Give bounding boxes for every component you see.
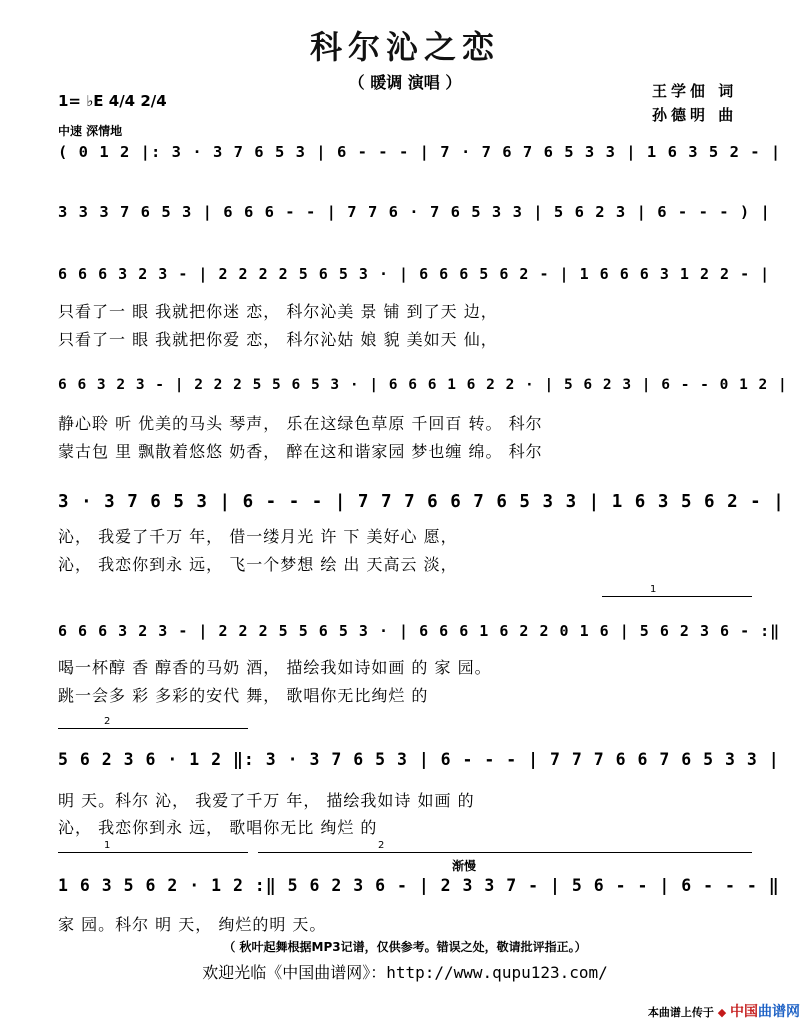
website-link[interactable]: 欢迎光临《中国曲谱网》：http://www.qupu123.com/ xyxy=(202,963,608,982)
composer-credit: 孙德明 曲 xyxy=(652,106,738,124)
page-title: 科尔沁之恋 xyxy=(309,28,500,66)
volta-bracket-1 xyxy=(602,584,752,597)
lyric-line-8a: 家 园。科尔 明 天， 绚烂的明 天。 xyxy=(58,915,327,934)
lyric-line-6a: 喝一杯醇 香 醇香的马奶 酒， 描绘我如诗如画 的 家 园。 xyxy=(58,658,492,677)
music-line-3: 6 6 6 3 2 3 - | 2 2 2 2 5 6 5 3 · | 6 6 6 5 6 2 - | 1 6 6 6 3 1 2 2 - | xyxy=(58,265,771,283)
music-line-8: 1 6 3 5 6 2 · 1 2 :‖ 5 6 2 3 6 - | 2 3 3 7 - | 5 6 - - | 6 - - - ‖ xyxy=(58,876,780,895)
music-line-6: 6 6 6 3 2 3 - | 2 2 2 5 5 6 5 3 · | 6 6 6 1 6 2 2 0 1 6 | 5 6 2 3 6 - :‖ xyxy=(58,622,781,640)
lyric-line-4a: 静心聆 听 优美的马头 琴声， 乐在这绿色草原 千回百 转。 科尔 xyxy=(58,414,543,433)
lyric-line-3b: 只看了一 眼 我就把你爱 恋， 科尔沁姑 娘 貌 美如天 仙， xyxy=(58,330,498,349)
lyric-line-7b: 沁， 我恋你到永 远， 歌唱你无比 绚烂 的 xyxy=(58,818,378,837)
volta-label-1: 1 xyxy=(650,584,657,595)
tempo-marking: 中速 深情地 xyxy=(58,124,123,138)
lyric-line-6b: 跳一会多 彩 多彩的安代 舞， 歌唱你无比绚烂 的 xyxy=(58,686,429,705)
volta-label-2: 2 xyxy=(104,716,111,727)
music-line-4: 6 6 3 2 3 - | 2 2 2 5 5 6 5 3 · | 6 6 6 1 6 2 2 · | 5 6 2 3 | 6 - - 0 1 2 | xyxy=(58,377,788,393)
footer-watermark xyxy=(648,1001,800,1021)
footer-brand-b: 曲谱网 xyxy=(758,1004,800,1020)
slowing-marking: 渐慢 xyxy=(452,859,477,873)
key-signature: 1= ♭E 4/4 2/4 xyxy=(58,92,167,110)
volta-bracket-2b xyxy=(258,840,752,853)
volta-label-1b: 1 xyxy=(104,840,111,851)
footer-brand-a: 中国 xyxy=(730,1004,758,1020)
volta-bracket-1b xyxy=(58,840,248,853)
music-line-7: 5 6 2 3 6 · 1 2 ‖: 3 · 3 7 6 5 3 | 6 - - - | 7 7 7 6 6 7 6 5 3 3 | xyxy=(58,750,780,769)
footer-logo-icon: ◆ xyxy=(717,1006,727,1019)
music-line-1: ( 0 1 2 |: 3 · 3 7 6 5 3 | 6 - - - | 7 · 7 6 7 6 5 3 3 | 1 6 3 5 2 - | xyxy=(58,143,782,161)
music-line-2: 3 3 3 7 6 5 3 | 6 6 6 - - | 7 7 6 · 7 6 5 3 3 | 5 6 2 3 | 6 - - - ) | xyxy=(58,203,771,221)
volta-bracket-2 xyxy=(58,716,248,729)
lyric-line-3a: 只看了一 眼 我就把你迷 恋， 科尔沁美 景 铺 到了天 边， xyxy=(58,302,498,321)
lyric-line-5b: 沁， 我恋你到永 远， 飞一个梦想 绘 出 天高云 淡， xyxy=(58,555,458,574)
lyric-line-7a: 明 天。科尔 沁， 我爱了千万 年， 描绘我如诗 如画 的 xyxy=(58,791,475,810)
footnote: （ 秋叶起舞根据MP3记谱，仅供参考。错误之处，敬请批评指正。） xyxy=(223,940,587,954)
subtitle: （ 暖调 演唱 ） xyxy=(348,73,462,92)
footer-label: 本曲谱上传于 xyxy=(647,1006,714,1019)
lyric-line-4b: 蒙古包 里 飘散着悠悠 奶香， 醉在这和谐家园 梦也缠 绵。 科尔 xyxy=(58,442,543,461)
lyricist-credit: 王学佃 词 xyxy=(652,82,738,100)
music-line-5: 3 · 3 7 6 5 3 | 6 - - - | 7 7 7 6 6 7 6 5 3 3 | 1 6 3 5 6 2 - | xyxy=(58,492,785,512)
lyric-line-5a: 沁， 我爱了千万 年， 借一缕月光 许 下 美好心 愿， xyxy=(58,527,458,546)
volta-label-2b: 2 xyxy=(378,840,385,851)
